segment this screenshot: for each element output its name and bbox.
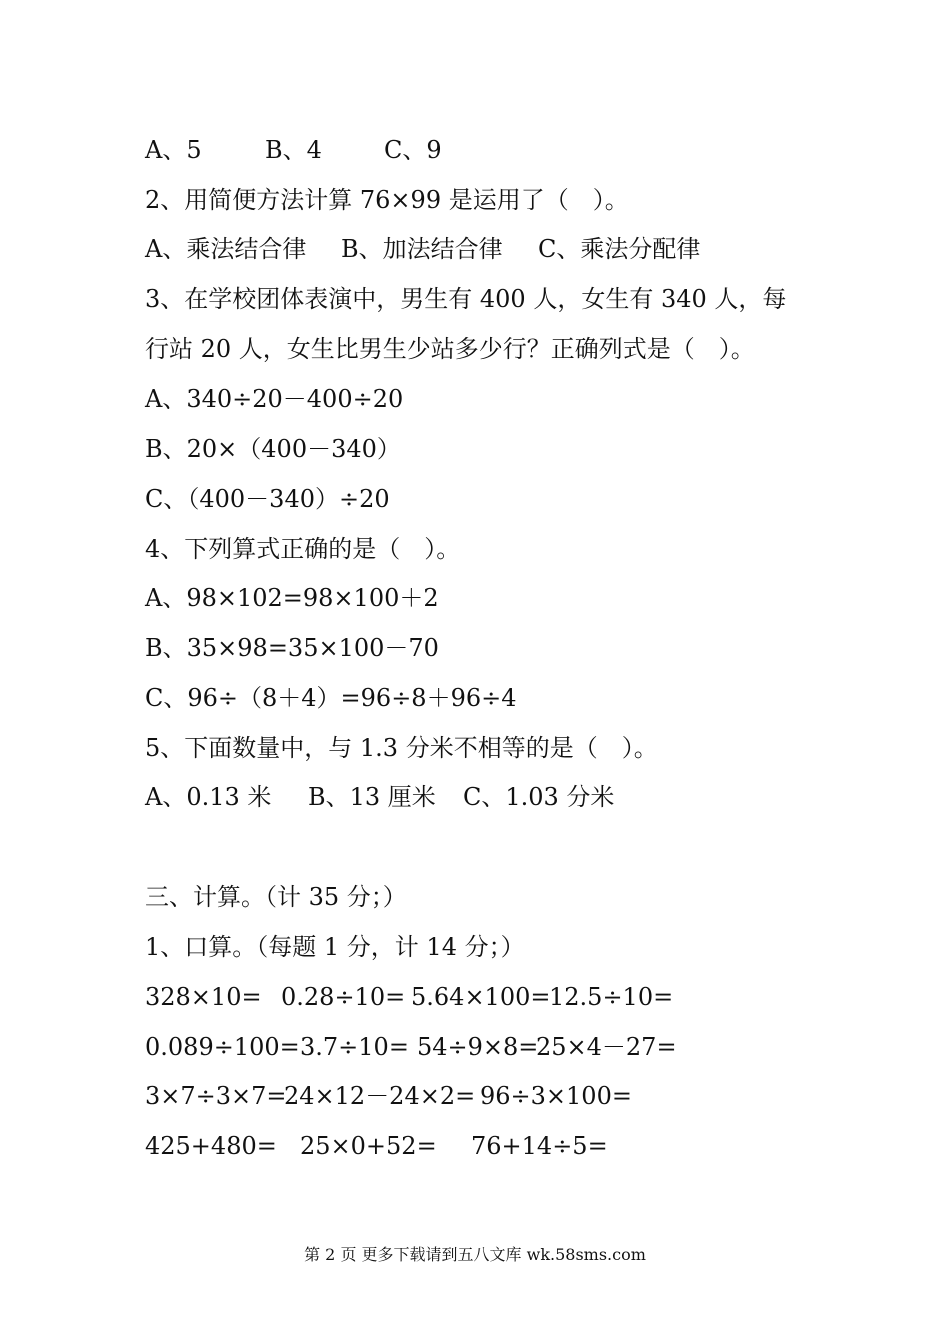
calc-item: 54÷9×8= — [417, 1033, 539, 1061]
option-b: B、4 — [265, 136, 322, 164]
option-c: C、9 — [384, 136, 442, 164]
q3-option-b: B、20×（400－340） — [145, 435, 401, 463]
q3-option-a: A、340÷20－400÷20 — [145, 385, 404, 413]
calc-item: 12.5÷10= — [549, 983, 674, 1011]
q1-options — [145, 135, 845, 165]
calc-item: 5.64×100= — [411, 983, 551, 1011]
option-b: B、加法结合律 — [341, 235, 503, 263]
calc-item: 3×7÷3×7= — [145, 1082, 287, 1110]
calc-item: 25×4－27= — [536, 1033, 677, 1061]
calc-item: 0.089÷100= — [145, 1033, 300, 1061]
calc-item: 425+480= — [145, 1132, 277, 1160]
q2-question: 2、用简便方法计算 76×99 是运用了（ ）。 — [145, 186, 629, 214]
q3-question-line2: 行站 20 人，女生比男生少站多少行？正确列式是（ ）。 — [145, 335, 755, 363]
q4-question: 4、下列算式正确的是（ ）。 — [145, 535, 461, 563]
q4-option-a: A、98×102=98×100＋2 — [145, 584, 439, 612]
calc-item: 96÷3×100= — [480, 1082, 632, 1110]
q2-options — [145, 234, 845, 264]
q3-option-c: C、（400－340）÷20 — [145, 485, 390, 513]
option-a: A、乘法结合律 — [145, 235, 307, 263]
calc-row-2 — [145, 1032, 845, 1062]
option-c: C、1.03 分米 — [463, 783, 615, 811]
q5-question: 5、下面数量中，与 1.3 分米不相等的是（ ）。 — [145, 734, 658, 762]
calc-item: 76+14÷5= — [471, 1132, 608, 1160]
q4-option-c: C、96÷（8＋4）=96÷8＋96÷4 — [145, 684, 517, 712]
option-c: C、乘法分配律 — [538, 235, 701, 263]
q3-question-line1: 3、在学校团体表演中，男生有 400 人，女生有 340 人，每 — [145, 285, 787, 313]
section3-sub1: 1、口算。（每题 1 分，计 14 分；） — [145, 933, 525, 961]
calc-row-3 — [145, 1081, 845, 1111]
calc-row-1 — [145, 982, 845, 1012]
calc-item: 25×0+52= — [300, 1132, 437, 1160]
section3-title: 三、计算。（计 35 分；） — [145, 883, 407, 911]
option-a: A、5 — [145, 136, 202, 164]
calc-item: 24×12－24×2= — [284, 1082, 476, 1110]
option-a: A、0.13 米 — [145, 783, 272, 811]
page-footer: 第 2 页 更多下载请到五八文库 wk.58sms.com — [304, 1245, 646, 1264]
calc-item: 0.28÷10= — [281, 983, 406, 1011]
q5-options — [145, 782, 845, 812]
q4-option-b: B、35×98=35×100－70 — [145, 634, 439, 662]
option-b: B、13 厘米 — [308, 783, 436, 811]
calc-item: 3.7÷10= — [300, 1033, 409, 1061]
calc-row-4 — [145, 1131, 845, 1161]
calc-item: 328×10= — [145, 983, 262, 1011]
